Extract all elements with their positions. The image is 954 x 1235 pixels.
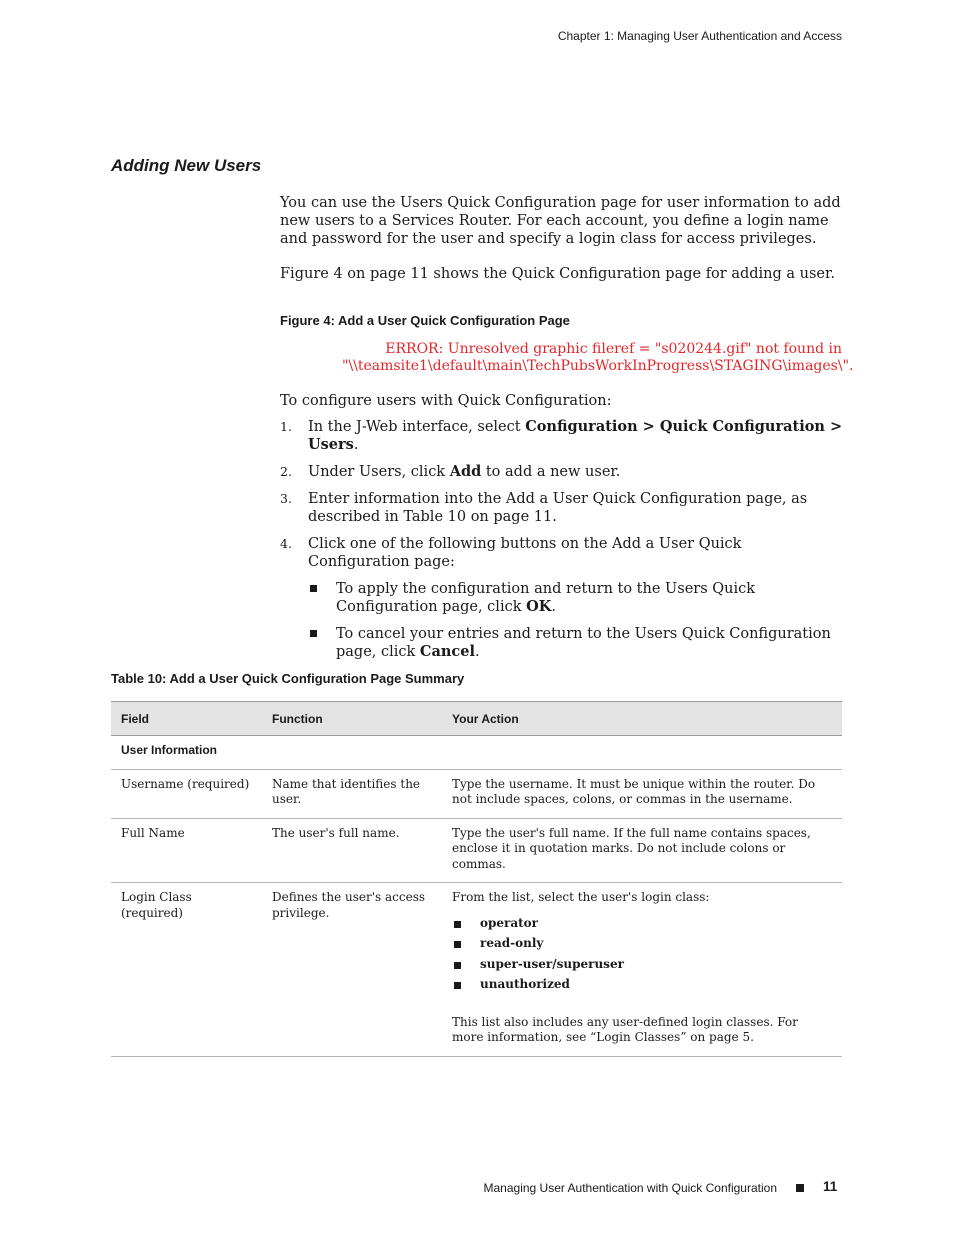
cell-function: Name that identifies the user. (262, 769, 442, 818)
step-1 (280, 418, 846, 454)
cancel-option (308, 625, 846, 661)
table-row (111, 883, 842, 1057)
action-intro: From the list, select the user's login class: (452, 890, 710, 904)
list-item (452, 916, 832, 932)
bullet-square-icon (310, 630, 317, 637)
step-4 (280, 535, 846, 661)
ok-option (308, 580, 846, 616)
login-class-name: unauthorized (480, 977, 570, 991)
figure-caption: Figure 4: Add a User Quick Configuration Page (280, 313, 570, 328)
step-2 (280, 463, 846, 481)
ok-button-ref: OK (526, 598, 552, 615)
table-row (111, 769, 842, 818)
steps-intro: To configure users with Quick Configuration: (280, 393, 612, 409)
bullet-square-icon (454, 982, 461, 989)
page-number: 11 (823, 1179, 838, 1194)
header-field: Field (111, 702, 262, 736)
intro-paragraph: You can use the Users Quick Configuration page for user information to add new users to a Services Router. For each account, you define a login name and password for the user and specify a login class for access privileges. (280, 195, 841, 247)
cell-field: Full Name (111, 818, 262, 883)
list-item (452, 936, 832, 952)
bullet-square-icon (454, 962, 461, 969)
login-class-name: operator (480, 915, 538, 930)
figure-reference-paragraph: Figure 4 on page 11 shows the Quick Configuration page for adding a user. (280, 266, 835, 282)
option-text-end: . (474, 644, 480, 660)
graphic-error-message (342, 341, 854, 375)
summary-table (111, 701, 842, 1057)
section-heading: Adding New Users (111, 156, 262, 175)
steps-list (280, 418, 846, 670)
bullet-square-icon (454, 941, 461, 948)
login-class-name: read-only (480, 936, 544, 950)
step-number: 4. (280, 536, 292, 551)
step-number: 1. (280, 419, 292, 434)
bullet-square-icon (310, 585, 317, 592)
header-function: Function (262, 702, 442, 736)
login-class-name: super-user/superuser (480, 956, 624, 971)
running-header: Chapter 1: Managing User Authentication and Access (557, 29, 842, 43)
cell-action: Type the user's full name. If the full name contains spaces, enclose it in quotation marks. Do not include colons or commas. (442, 818, 842, 883)
table-header-row (111, 702, 842, 736)
cancel-button-ref: Cancel (419, 643, 475, 660)
step-text-end: . (353, 437, 359, 453)
footer-square-icon (796, 1184, 804, 1192)
cell-function: Defines the user's access privilege. (262, 883, 442, 1057)
cell-function: The user's full name. (262, 818, 442, 883)
table-caption: Table 10: Add a User Quick Configuration Page Summary (111, 671, 465, 686)
button-options-list (308, 580, 846, 661)
bullet-square-icon (454, 921, 461, 928)
table-row (111, 818, 842, 883)
list-item (452, 977, 832, 993)
option-text: To cancel your entries and return to the Users Quick Configuration page, click (336, 626, 831, 660)
step-text: Click one of the following buttons on the Add a User Quick Configuration page: (308, 536, 742, 570)
error-line-2: "\\teamsite1\default\main\TechPubsWorkInProgress\STAGING\images\". (342, 358, 854, 374)
option-text: To apply the configuration and return to the Users Quick Configuration page, click (336, 581, 756, 615)
action-note: This list also includes any user-defined login classes. For more information, see “Login Classes” on page 5. (452, 1014, 798, 1044)
error-line-1: ERROR: Unresolved graphic fileref = "s020244.gif" not found in (385, 341, 842, 357)
step-number: 3. (280, 491, 292, 506)
footer-title: Managing User Authentication with Quick Configuration (483, 1181, 777, 1195)
menu-path: Configuration > Quick Configuration > Users (308, 418, 843, 453)
group-label: User Information (111, 736, 842, 770)
add-button-ref: Add (449, 463, 482, 480)
cell-action (442, 883, 842, 1057)
header-your-action: Your Action (442, 702, 842, 736)
cell-field: Login Class (required) (111, 883, 262, 1057)
step-3 (280, 490, 846, 526)
step-text: Under Users, click (308, 464, 450, 480)
cell-field: Username (required) (111, 769, 262, 818)
option-text-end: . (551, 599, 556, 615)
login-class-list (452, 916, 832, 993)
step-number: 2. (280, 464, 292, 479)
list-item (452, 957, 832, 973)
step-text-end: to add a new user. (481, 464, 621, 480)
step-text: Enter information into the Add a User Quick Configuration page, as described in Table 10 on page 11. (308, 491, 808, 525)
step-text: In the J-Web interface, select (308, 419, 526, 435)
table-group-row (111, 736, 842, 770)
cell-action: Type the username. It must be unique within the router. Do not include spaces, colons, or commas in the username. (442, 769, 842, 818)
